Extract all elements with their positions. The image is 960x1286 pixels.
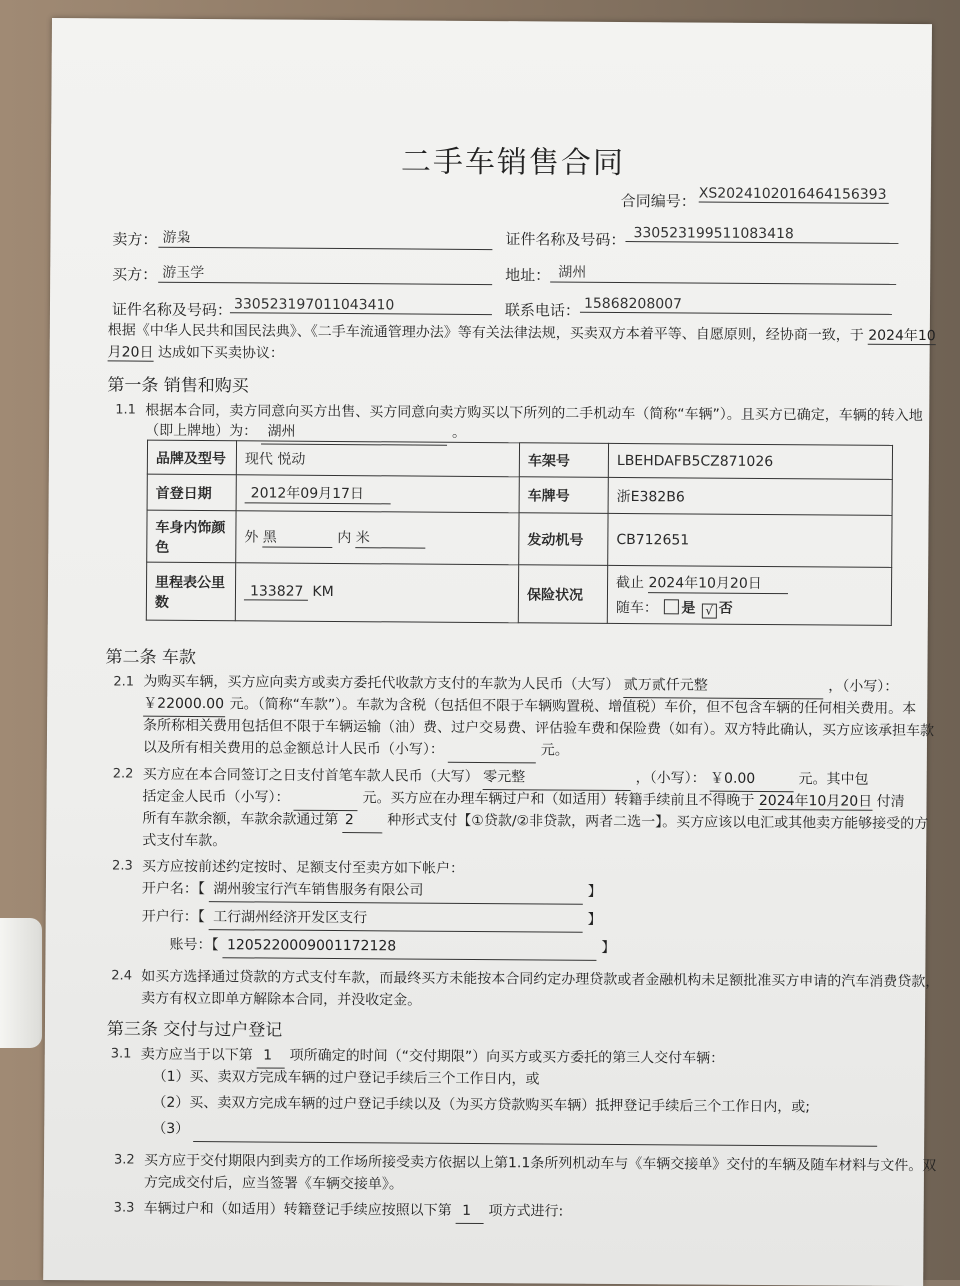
s22-method: 2 xyxy=(343,808,383,833)
color-out-label: 外 xyxy=(244,529,259,546)
s32-line1: 买方应于交付期限内到卖方的工作场所接受卖方依据以上第1.1条所列机动车与《车辆交接单》交付的车辆及随车材料与文件。双 xyxy=(143,1152,937,1175)
color-in-label: 内 xyxy=(337,530,352,547)
vin-label: 车架号 xyxy=(519,443,608,478)
s22-line4: 式支付车款。 xyxy=(142,832,227,850)
s33-text-b: 项方式进行: xyxy=(488,1203,564,1220)
s11-end: 。 xyxy=(451,424,467,441)
s23-no: 2.3 xyxy=(112,858,133,874)
s21-small-label: ，（小写）： xyxy=(828,678,899,695)
brand-label: 品牌及型号 xyxy=(147,440,236,475)
s31-opt2: （2）买、卖双方完成车辆的过户登记手续以及（为买方贷款购买车辆）抵押登记手续后三个工作日内，或; xyxy=(152,1094,811,1116)
s31-opt3-row xyxy=(152,1117,878,1147)
s11-no: 1.1 xyxy=(115,402,137,418)
brand-value: 现代 悦动 xyxy=(236,441,519,477)
color-cell xyxy=(236,511,519,565)
seller-label: 卖方： xyxy=(112,230,158,249)
s21-total xyxy=(448,738,536,764)
s11-line1: 根据本合同，卖方同意向买方出售、买方同意向卖方购买以下所列的二手机动车（简称“车辆”）。且买方已确定，车辆的转入地 xyxy=(145,402,923,425)
article2-title: 第二条 车款 xyxy=(105,647,197,669)
intro-text: 根据《中华人民共和国民法典》、《二手车流通管理办法》等有关法律法规，买卖双方本着平等、自愿原则，经协商一致，于 xyxy=(107,322,864,344)
s22-text-c: 括定金人民币（小写）： xyxy=(142,788,290,806)
plate-value: 浙E382B6 xyxy=(608,477,892,515)
s22-no: 2.2 xyxy=(112,766,134,782)
buyer-id-label: 证件名称及号码： xyxy=(111,300,233,320)
ins-until-value: 2024年10月20日 xyxy=(648,572,788,594)
s22-text-f: 所有车款余额，车款余款通过第 xyxy=(142,810,339,829)
engine-label: 发动机号 xyxy=(519,513,608,566)
s21-no: 2.1 xyxy=(113,674,135,690)
s21-line4 xyxy=(143,736,569,764)
acct-no-value: 1205220009001172128 xyxy=(223,933,597,961)
table-row xyxy=(147,510,892,567)
page-title: 二手车销售合同 xyxy=(400,144,626,182)
bank-row xyxy=(142,905,602,933)
contract-no-label: 合同编号： xyxy=(620,191,696,211)
table-row xyxy=(147,474,892,515)
bank-value: 工行湖州经济开发区支行 xyxy=(209,905,583,933)
seller-id-label: 证件名称及号码： xyxy=(505,230,626,250)
vin-value: LBEHDAFB5CZ871026 xyxy=(608,443,892,479)
s22-small-label: ，（小写）： xyxy=(635,770,706,787)
s11-place: 湖州 xyxy=(261,419,447,445)
s22-upper: 零元整 xyxy=(483,765,631,791)
s22-text-a: 买方应在本合同签订之日支付首笔车款人民币（大写） xyxy=(142,766,479,785)
s22-text-e: 付清 xyxy=(876,793,905,810)
acct-name-row xyxy=(142,877,602,905)
reg-cell xyxy=(236,475,519,513)
insurance-with-row xyxy=(616,596,883,619)
s31-text-a: 卖方应当于以下第 xyxy=(140,1046,253,1064)
insurance-label: 保险状况 xyxy=(518,565,607,624)
mileage-unit: KM xyxy=(312,583,334,600)
s21-text-a: 为购买车辆，买方应向卖方或卖方委托代收款方支付的车款为人民币（大写） xyxy=(143,673,620,693)
s32-line2: 方完成交付后，应当签署《车辆交接单》。 xyxy=(143,1174,403,1193)
color-in-value: 米 xyxy=(356,527,426,548)
s21-text-b: 元。（简称“车款”）。车款为含税（包括但不限于车辆购置税、增值税）车价，但不包含车辆的任何相关费用。本 xyxy=(229,696,917,718)
s22-text-d: 元。买方应在办理车辆过户和（如适用）转籍手续前且不得晚于 xyxy=(362,790,755,809)
s31-item: 1 xyxy=(257,1043,285,1068)
buyer-id-value: 330523197011043410 xyxy=(230,296,492,315)
ins-no-label: 否 xyxy=(718,600,733,617)
ins-no-checkbox[interactable]: √ xyxy=(702,603,717,618)
seller-id-value: 330523199511083418 xyxy=(625,225,898,244)
s32-no: 3.2 xyxy=(113,1152,135,1168)
acct-name-label: 开户名：【 xyxy=(141,880,205,898)
s22-date: 2024年10月20日 xyxy=(758,792,873,810)
s31-opt3: （3） xyxy=(152,1120,190,1137)
buyer-addr-label: 地址： xyxy=(505,266,551,285)
ins-yes-label: 是 xyxy=(681,599,696,617)
seller-name: 游枭 xyxy=(158,227,492,250)
vehicle-table xyxy=(146,440,893,626)
contract-no-value: XS2024102016464156393 xyxy=(699,186,889,204)
s31-opt3-blank xyxy=(194,1117,878,1147)
s22-text-b: 元。其中包 xyxy=(798,771,869,788)
acct-no-label: 账号：【 xyxy=(169,936,219,954)
buyer-name: 游玉学 xyxy=(158,262,492,285)
s22-small: ￥0.00 xyxy=(710,767,794,793)
acct-no-row xyxy=(169,933,615,961)
s31-no: 3.1 xyxy=(110,1046,132,1062)
s31-opt1: （1）买、卖双方完成车辆的过户登记手续后三个工作日内，或 xyxy=(152,1068,540,1088)
article3-title: 第三条 交付与过户登记 xyxy=(106,1019,283,1041)
bracket-close: 】 xyxy=(587,883,602,900)
s11-text: （即上牌地）为： xyxy=(145,422,258,440)
contract-page xyxy=(43,18,940,1286)
table-row xyxy=(147,440,892,479)
intro-date2: 月20日 xyxy=(107,344,154,361)
s21-line3: 条所称相关费用包括但不限于车辆运输（油）费、过户交易费、评估验车费和保险费（如有）。双方特此确认，买方应该承担车款 xyxy=(143,717,935,740)
color-label: 车身内饰颜色 xyxy=(147,510,236,563)
binder-clip xyxy=(0,918,42,1048)
s31-text-b: 项所确定的时间（“交付期限”）向买方或买方委托的第三人交付车辆： xyxy=(289,1047,725,1067)
buyer-label: 买方： xyxy=(112,265,158,284)
plate-label: 车牌号 xyxy=(519,477,608,514)
insurance-cell xyxy=(607,565,891,625)
color-out-value: 黑 xyxy=(263,526,333,547)
article1-title: 第一条 销售和购买 xyxy=(107,375,249,397)
s33-item: 1 xyxy=(456,1199,484,1224)
intro-line2 xyxy=(108,340,284,365)
reg-label: 首登日期 xyxy=(147,474,236,511)
s21-text-d: 以及所有相关费用的总金额总计人民币（小写）： xyxy=(142,739,444,758)
s33-no: 3.3 xyxy=(113,1200,135,1216)
acct-name-value: 湖州骏宝行汽车销售服务有限公司 xyxy=(209,877,583,905)
bracket-close: 】 xyxy=(587,911,602,928)
intro-text2: 达成如下买卖协议： xyxy=(157,344,284,362)
s24-line2: 卖方有权立即单方解除本合同，并没收定金。 xyxy=(141,990,422,1009)
s33-line1 xyxy=(144,1197,564,1225)
s21-text-e: 元。 xyxy=(540,742,569,759)
ins-yes-checkbox[interactable] xyxy=(664,599,679,614)
s22-line3 xyxy=(142,807,928,837)
s24-line1: 如买方选择通过贷款的方式支付车款，而最终买方未能按本合同约定办理贷款或者金融机构未足额批准买方申请的汽车消费贷款， xyxy=(141,968,940,991)
mileage-label: 里程表公里数 xyxy=(146,562,235,621)
mileage-value: 133827 xyxy=(244,583,308,600)
s22-text-g: 种形式支付【①贷款/②非贷款，两者二选一】。买方应该以电汇或其他卖方能够接受的方 xyxy=(387,812,929,833)
bracket-close: 】 xyxy=(601,939,616,956)
mileage-cell xyxy=(235,563,518,623)
s21-upper: 贰万贰仟元整 xyxy=(624,673,824,699)
bank-label: 开户行：【 xyxy=(141,908,205,926)
ins-until-label: 截止 xyxy=(616,574,645,591)
buyer-phone-label: 联系电话： xyxy=(504,301,581,320)
s24-no: 2.4 xyxy=(111,968,133,984)
table-row xyxy=(146,562,891,625)
s33-text-a: 车辆过户和（如适用）转籍登记手续应按照以下第 xyxy=(143,1200,452,1219)
buyer-phone-value: 15868208007 xyxy=(580,296,892,315)
buyer-addr-value: 湖州 xyxy=(550,261,896,284)
s21-small: ￥22000.00 xyxy=(143,692,225,718)
intro-date1: 2024年10 xyxy=(868,327,936,345)
s23-line1: 买方应按前述约定按时、足额支付至卖方如下帐户： xyxy=(142,858,465,877)
engine-value: CB712651 xyxy=(608,513,892,567)
insurance-until-row xyxy=(616,571,883,594)
reg-value: 2012年09月17日 xyxy=(245,482,391,504)
ins-with-label: 随车： xyxy=(615,599,658,616)
